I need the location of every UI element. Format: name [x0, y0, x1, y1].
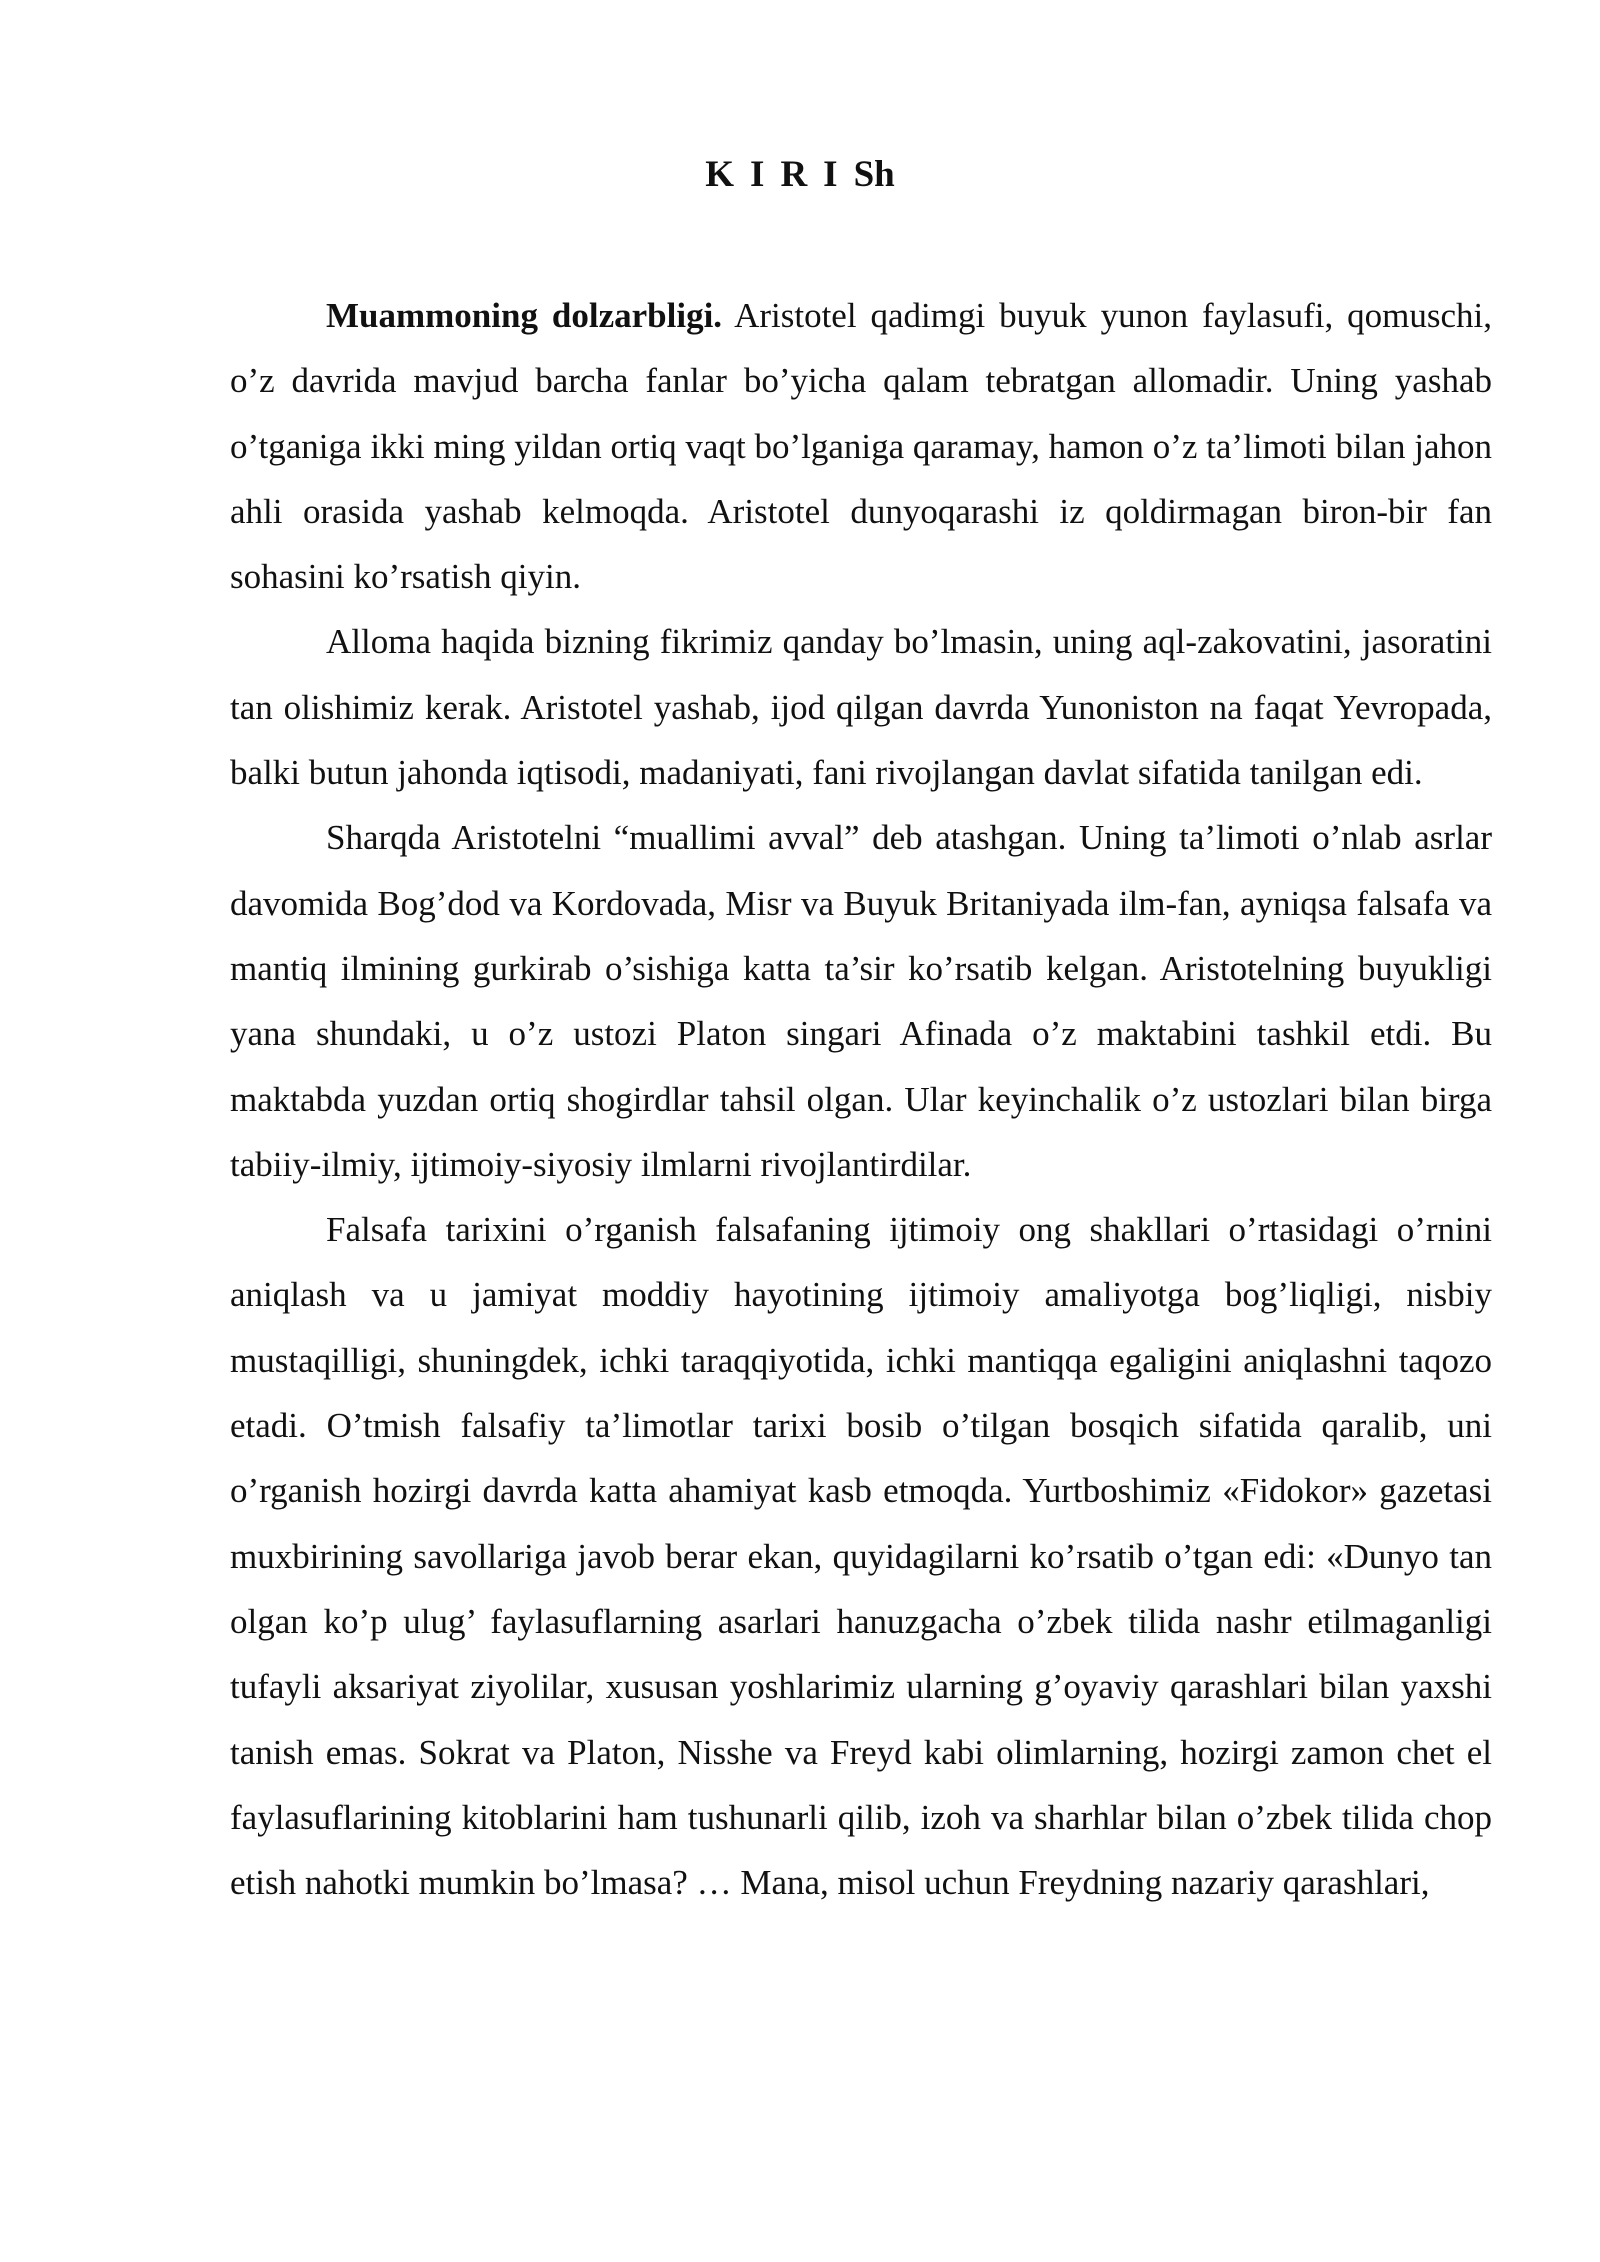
paragraph-text: Alloma haqida bizning fikrimiz qanday bo’lmasin, uning aql-zakovatini, jasoratini tan olishimiz kerak. Aristotel yashab, ijod qilgan davrda Yunoniston na faqat Yevropada, balki butun jahonda iqtisodi, madaniyati, fani rivojlangan davlat sifatida tanilgan edi.	[230, 622, 1492, 793]
page-title	[0, 150, 1600, 200]
paragraph-text: Sharqda Aristotelni “muallimi avval” deb atashgan. Uning ta’limoti o’nlab asrlar davomida Bog’dod va Kordovada, Misr va Buyuk Britaniyada ilm-fan, ayniqsa falsafa va mantiq ilmining gurkirab o’sishiga katta ta’sir ko’rsatib kelgan. Aristotelning buyukligi yana shundaki, u o’z ustozi Platon singari Afinada o’z maktabini tashkil etdi. Bu maktabda yuzdan ortiq shogirdlar tahsil olgan. Ular keyinchalik o’z ustozlari bilan birga tabiiy-ilmiy, ijtimoiy-siyosiy ilmlarni rivojlantirdilar.	[230, 818, 1492, 1184]
paragraph-relevance	[230, 283, 1492, 609]
title-letter: Sh	[853, 154, 895, 195]
title-letter: K	[705, 154, 735, 195]
title-letter: I	[823, 154, 838, 195]
paragraph-text: Aristotel qadimgi buyuk yunon faylasufi, qomuschi, o’z davrida mavjud barcha fanlar bo’yicha qalam tebratgan allomadir. Uning yashab o’tganiga ikki ming yildan ortiq vaqt bo’lganiga qaramay, hamon o’z ta’limoti bilan jahon ahli orasida yashab kelmoqda. Aristotel dunyoqarashi iz qoldirmagan biron-bir fan sohasini ko’rsatish qiyin.	[230, 296, 1492, 597]
paragraph-text: Falsafa tarixini o’rganish falsafaning ijtimoiy ong shakllari o’rtasidagi o’rnini aniqlash va u jamiyat moddiy hayotining ijtimoiy amaliyotga bog’liqligi, nisbiy mustaqilligi, shuningdek, ichki taraqqiyotida, ichki mantiqqa egaligini aniqlashni taqozo etadi. O’tmish falsafiy ta’limotlar tarixi bosib o’tilgan bosqich sifatida qaralib, uni o’rganish hozirgi davrda katta ahamiyat kasb etmoqda. Yurtboshimiz «Fidokor» gazetasi muxbirining savollariga javob berar ekan, quyidagilarni ko’rsatib o’tgan edi: «Dunyo tan olgan ko’p ulug’ faylasuflarning asarlari hanuzgacha o’zbek tilida nashr etilmaganligi tufayli aksariyat ziyolilar, xususan yoshlarimiz ularning g’oyaviy qarashlari bilan yaxshi tanish emas. Sokrat va Platon, Nisshe va Freyd kabi olimlarning, hozirgi zamon chet el faylasuflarining kitoblarini ham tushunarli qilib, izoh va sharhlar bilan o’zbek tilida chop etish nahotki mumkin bo’lmasa? … Mana, misol uchun Freydning nazariy qarashlari,	[230, 1210, 1492, 1903]
body-text	[230, 283, 1492, 1915]
title-letter: R	[780, 154, 808, 195]
title-letter: I	[750, 154, 765, 195]
paragraph-lead: Muammoning dolzarbligi.	[326, 296, 723, 335]
